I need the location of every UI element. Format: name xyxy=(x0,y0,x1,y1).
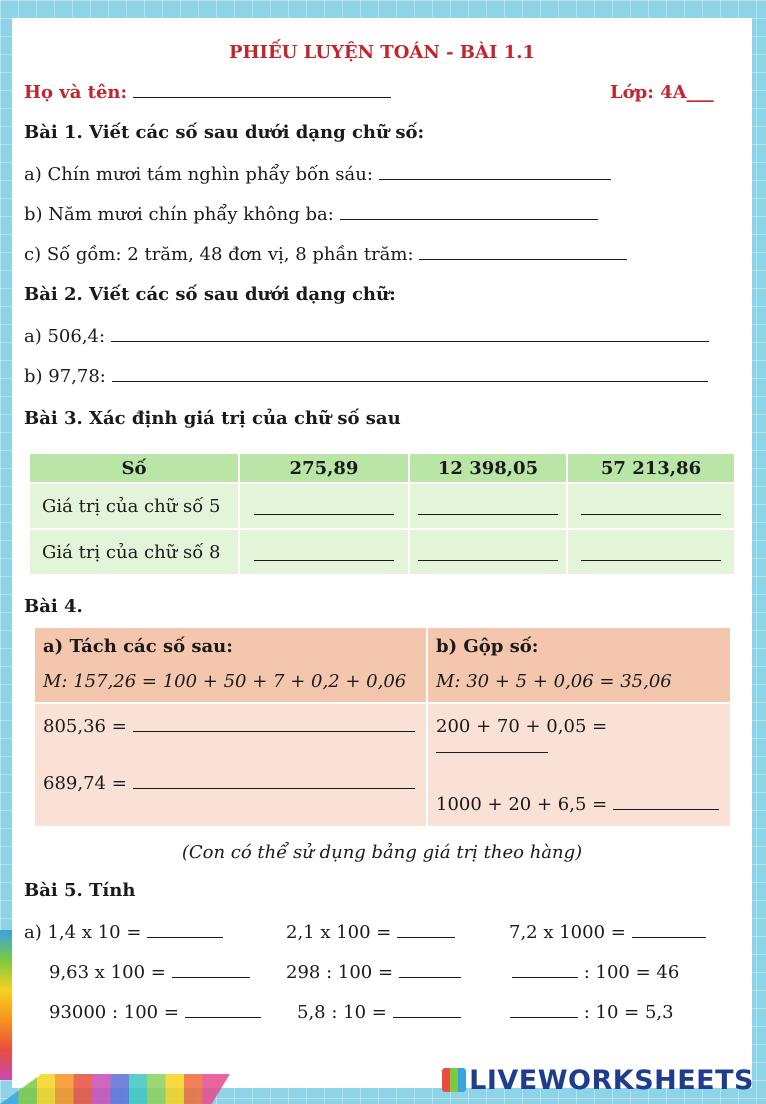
bai4-a-item xyxy=(43,773,418,794)
bai4-b-body xyxy=(427,703,731,827)
bai4-a-item xyxy=(43,716,418,737)
bai2-b-input[interactable] xyxy=(112,366,708,382)
liveworksheets-logo-text: LIVEWORKSHEETS xyxy=(469,1065,754,1096)
bai5-expr: 9,63 x 100 = xyxy=(49,962,166,983)
bai3-row-digit5 xyxy=(29,483,735,529)
bai1-a-row xyxy=(24,164,611,185)
bai3-cell xyxy=(567,483,735,529)
bai5-r3c1 xyxy=(49,1002,261,1023)
bai5-expr: : 100 = 46 xyxy=(583,962,680,983)
bai4-b-header xyxy=(427,627,731,703)
bai5-expr: a) 1,4 x 10 = xyxy=(24,922,142,943)
bai1-b-text: b) Năm mươi chín phẩy không ba: xyxy=(24,204,334,225)
class-input[interactable]: ___ xyxy=(686,82,714,103)
bai4-b-example: M: 30 + 5 + 0,06 = 35,06 xyxy=(436,671,672,692)
bai5-expr: 5,8 : 10 = xyxy=(297,1002,387,1023)
bai5-r1c3 xyxy=(509,922,706,943)
bai4-b-input[interactable] xyxy=(613,794,719,810)
bai5-expr: 2,1 x 100 = xyxy=(286,922,392,943)
bai4-b-item xyxy=(436,716,722,758)
bai3-cell xyxy=(409,529,567,575)
liveworksheets-logo xyxy=(442,1065,754,1096)
name-input[interactable] xyxy=(133,82,391,98)
bai5-answer-input[interactable] xyxy=(185,1002,261,1018)
bai3-header-row xyxy=(29,453,735,483)
bai5-answer-input[interactable] xyxy=(632,922,706,938)
bai1-a-text: a) Chín mươi tám nghìn phẩy bốn sáu: xyxy=(24,164,373,185)
bai3-answer-input[interactable] xyxy=(581,514,721,515)
bai1-a-input[interactable] xyxy=(379,164,611,180)
bai5-r3c2 xyxy=(297,1002,461,1023)
bai3-col-header: 12 398,05 xyxy=(409,453,567,483)
bai2-b-row xyxy=(24,366,708,387)
bai3-answer-input[interactable] xyxy=(418,560,558,561)
worksheet-title: PHIẾU LUYỆN TOÁN - BÀI 1.1 xyxy=(229,42,535,63)
bai4-b-title: b) Gộp số: xyxy=(436,636,539,657)
bai5-r2c3 xyxy=(512,962,679,983)
bai5-answer-input[interactable] xyxy=(512,962,578,978)
liveworksheets-logo-icon xyxy=(442,1068,466,1092)
bai4-a-item-text: 805,36 = xyxy=(43,716,127,737)
bai3-heading: Bài 3. Xác định giá trị của chữ số sau xyxy=(24,408,401,429)
bai5-expr: 7,2 x 1000 = xyxy=(509,922,626,943)
bai5-answer-input[interactable] xyxy=(393,1002,461,1018)
bai3-row-label: Giá trị của chữ số 5 xyxy=(29,483,239,529)
bai5-answer-input[interactable] xyxy=(399,962,461,978)
bai4-body-row xyxy=(34,703,731,827)
bai2-heading: Bài 2. Viết các số sau dưới dạng chữ: xyxy=(24,284,396,305)
name-label: Họ và tên: xyxy=(24,82,128,103)
bai5-r3c3 xyxy=(510,1002,674,1023)
bai3-table xyxy=(28,452,736,576)
bai5-r1c2 xyxy=(286,922,455,943)
bai3-col-header: Số xyxy=(29,453,239,483)
bai5-r2c2 xyxy=(286,962,461,983)
bai1-b-row xyxy=(24,204,598,225)
bai4-a-example: M: 157,26 = 100 + 50 + 7 + 0,2 + 0,06 xyxy=(43,671,407,692)
bai2-b-text: b) 97,78: xyxy=(24,366,106,387)
bai4-b-input[interactable] xyxy=(436,737,548,753)
bai5-answer-input[interactable] xyxy=(397,922,455,938)
bai4-table xyxy=(33,626,732,828)
bai1-b-input[interactable] xyxy=(340,204,598,220)
bai3-cell xyxy=(409,483,567,529)
bai3-row-label: Giá trị của chữ số 8 xyxy=(29,529,239,575)
bai3-answer-input[interactable] xyxy=(254,560,394,561)
bai4-a-header xyxy=(34,627,427,703)
bai3-answer-input[interactable] xyxy=(418,514,558,515)
bai5-answer-input[interactable] xyxy=(510,1002,578,1018)
bai5-expr: 298 : 100 = xyxy=(286,962,394,983)
bai1-c-row xyxy=(24,244,627,265)
bai4-a-body xyxy=(34,703,427,827)
bai4-b-item-text: 1000 + 20 + 6,5 = xyxy=(436,794,608,815)
bai3-cell xyxy=(239,483,409,529)
bai4-note: (Con có thể sử dụng bảng giá trị theo hàng) xyxy=(181,842,583,863)
bai5-expr: : 10 = 5,3 xyxy=(583,1002,674,1023)
bai5-r1c1 xyxy=(24,922,223,943)
bai5-heading: Bài 5. Tính xyxy=(24,880,136,901)
bai1-c-text: c) Số gồm: 2 trăm, 48 đơn vị, 8 phần trăm: xyxy=(24,244,414,265)
bai4-header-row xyxy=(34,627,731,703)
bai4-a-input[interactable] xyxy=(133,716,415,732)
name-row xyxy=(24,82,391,103)
bai4-heading: Bài 4. xyxy=(24,596,83,617)
bai5-expr: 93000 : 100 = xyxy=(49,1002,179,1023)
bai3-cell xyxy=(239,529,409,575)
bai2-a-input[interactable] xyxy=(111,326,709,342)
bai3-cell xyxy=(567,529,735,575)
bai4-a-title: a) Tách các số sau: xyxy=(43,636,233,657)
bai4-a-input[interactable] xyxy=(133,773,415,789)
bai3-col-header: 57 213,86 xyxy=(567,453,735,483)
bai3-col-header: 275,89 xyxy=(239,453,409,483)
class-label: Lớp: 4A xyxy=(610,82,687,103)
class-row xyxy=(610,82,714,103)
bai5-answer-input[interactable] xyxy=(172,962,250,978)
bai3-answer-input[interactable] xyxy=(254,514,394,515)
worksheet-paper xyxy=(12,18,752,1088)
bai4-b-item-text: 200 + 70 + 0,05 = xyxy=(436,716,608,737)
bai4-b-item xyxy=(436,794,722,815)
bai3-row-digit8 xyxy=(29,529,735,575)
bai1-c-input[interactable] xyxy=(419,244,627,260)
bai2-a-row xyxy=(24,326,709,347)
bai1-heading: Bài 1. Viết các số sau dưới dạng chữ số: xyxy=(24,122,425,143)
bai3-answer-input[interactable] xyxy=(581,560,721,561)
bai4-a-item-text: 689,74 = xyxy=(43,773,127,794)
bai5-r2c1 xyxy=(49,962,250,983)
bai5-answer-input[interactable] xyxy=(147,922,223,938)
bai2-a-text: a) 506,4: xyxy=(24,326,106,347)
